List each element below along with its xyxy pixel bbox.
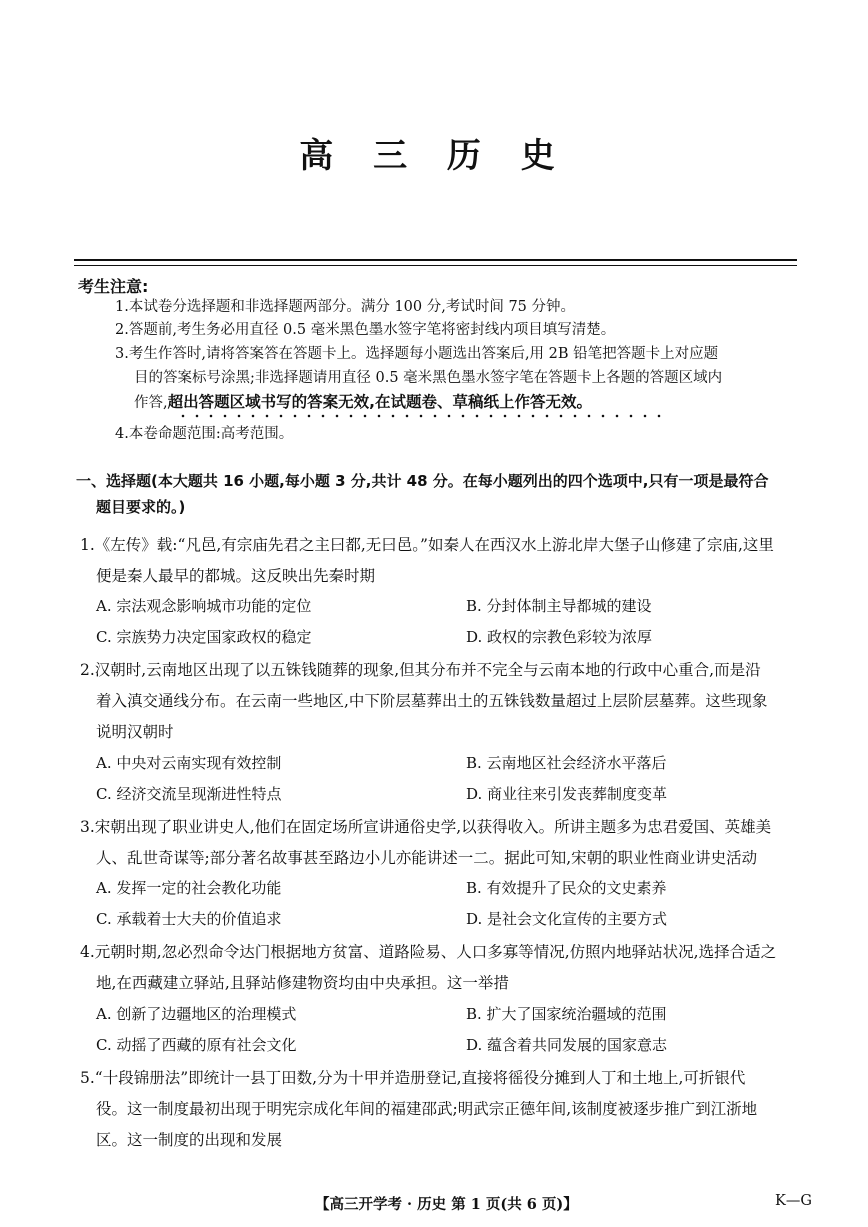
option-a: A. 宗法观念影响城市功能的定位 [96,597,312,615]
option-c: C. 宗族势力决定国家政权的稳定 [96,628,312,646]
question-stem: 区。这一制度的出现和发展 [96,1131,283,1149]
option-d: D. 商业往来引发丧葬制度变革 [466,785,668,803]
emphasis-dots [176,414,664,418]
option-d: D. 政权的宗教色彩较为浓厚 [466,628,653,646]
notice-item-prefix: 作答, [134,395,168,411]
question-stem: 4.元朝时期,忽必烈命令达门根据地方贫富、道路险易、人口多寡等情况,仿照内地驿站状况,选择合适之 [80,943,777,961]
question-stem: 着入滇交通线分布。在云南一些地区,中下阶层墓葬出土的五铢钱数量超过上层阶层墓葬。这些现象 [96,692,768,710]
option-b: B. 扩大了国家统治疆域的范围 [466,1005,667,1023]
notice-heading: 考生注意: [78,277,149,296]
divider-thick [74,259,797,261]
question-stem: 2.汉朝时,云南地区出现了以五铢钱随葬的现象,但其分布并不完全与云南本地的行政中心重合,而是沿 [80,661,761,679]
option-a: A. 中央对云南实现有效控制 [96,754,282,772]
question-stem: 1.《左传》载:“凡邑,有宗庙先君之主曰都,无曰邑。”如秦人在西汉水上游北岸大堡子山修建了宗庙,这里 [80,536,774,554]
notice-item: 3.考生作答时,请将答案答在答题卡上。选择题每小题选出答案后,用 2B 铅笔把答题卡上对应题 [115,346,719,362]
notice-item: 2.答题前,考生务必用直径 0.5 毫米黑色墨水签字笔将密封线内项目填写清楚。 [115,322,616,338]
option-b: B. 分封体制主导都城的建设 [466,597,652,615]
notice-emphasis: 超出答题区域书写的答案无效,在试题卷、草稿纸上作答无效。 [167,393,592,411]
page-title: 高 三 历 史 [299,136,569,176]
notice-item: 目的答案标号涂黑;非选择题请用直径 0.5 毫米黑色墨水签字笔在答题卡上各题的答题区域内 [134,370,723,386]
option-a: A. 发挥一定的社会教化功能 [96,879,282,897]
divider-thin [74,265,797,266]
question-stem: 便是秦人最早的都城。这反映出先秦时期 [96,567,376,585]
question-stem: 地,在西藏建立驿站,且驿站修建物资均由中央承担。这一举措 [96,974,509,992]
section-heading-cont: 题目要求的。) [96,498,186,516]
question-stem: 说明汉朝时 [96,723,174,741]
option-c: C. 经济交流呈现渐进性特点 [96,785,282,803]
option-b: B. 有效提升了民众的文史素养 [466,879,667,897]
question-stem: 3.宋朝出现了职业讲史人,他们在固定场所宣讲通俗史学,以获得收入。所讲主题多为忠君爱国、英雄美 [80,818,772,836]
option-b: B. 云南地区社会经济水平落后 [466,754,667,772]
notice-item: 4.本卷命题范围:高考范围。 [115,426,294,442]
footer-code: K—G [775,1193,812,1209]
option-d: D. 是社会文化宣传的主要方式 [466,910,668,928]
option-c: C. 动摇了西藏的原有社会文化 [96,1036,297,1054]
option-c: C. 承载着士大夫的价值追求 [96,910,282,928]
question-stem: 5.“十段锦册法”即统计一县丁田数,分为十甲并造册登记,直接将徭役分摊到人丁和土地上,可折银代 [80,1069,746,1087]
question-stem: 役。这一制度最初出现于明宪宗成化年间的福建邵武;明武宗正德年间,该制度被逐步推广到江浙地 [96,1100,758,1118]
section-heading: 一、选择题(本大题共 16 小题,每小题 3 分,共计 48 分。在每小题列出的四个选项中,只有一项是最符合 [76,472,769,490]
option-d: D. 蕴含着共同发展的国家意志 [466,1036,668,1054]
notice-item [134,392,592,413]
footer-page-info: 【高三开学考 · 历史 第 1 页(共 6 页)】 [315,1196,578,1213]
option-a: A. 创新了边疆地区的治理模式 [96,1005,297,1023]
question-stem: 人、乱世奇谋等;部分著名故事甚至路边小儿亦能讲述一二。据此可知,宋朝的职业性商业讲史活动 [96,849,758,867]
notice-item: 1.本试卷分选择题和非选择题两部分。满分 100 分,考试时间 75 分钟。 [115,299,576,315]
